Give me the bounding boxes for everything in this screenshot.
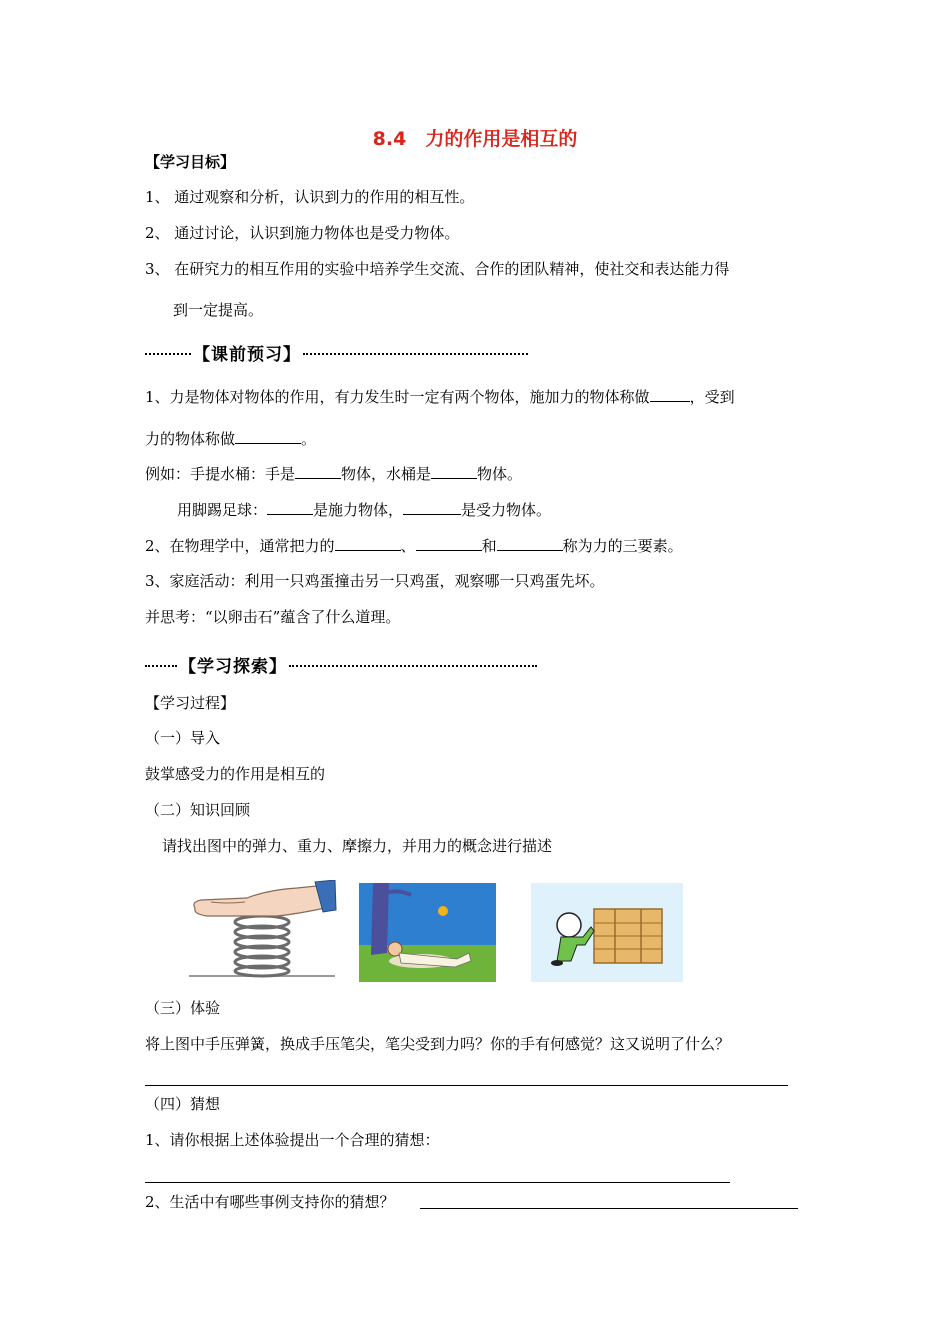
answer-line[interactable] bbox=[145, 1085, 788, 1086]
answer-blank[interactable] bbox=[431, 463, 477, 479]
preview-q3-think: 并思考：“以卵击石”蕴含了什么道理。 bbox=[145, 608, 401, 626]
section-review-text: 请找出图中的弹力、重力、摩擦力，并用力的概念进行描述 bbox=[162, 837, 553, 855]
answer-line[interactable] bbox=[420, 1208, 798, 1209]
section-intro-text: 鼓掌感受力的作用是相互的 bbox=[145, 765, 326, 783]
answer-blank[interactable] bbox=[416, 535, 482, 551]
push-crate-illustration bbox=[531, 883, 683, 982]
answer-blank[interactable] bbox=[335, 535, 401, 551]
preview-example-1: 例如：手提水桶：手是 物体，水桶是 物体。 bbox=[145, 465, 523, 483]
hand-spring-illustration bbox=[187, 880, 337, 980]
answer-blank[interactable] bbox=[295, 463, 341, 479]
objective-item-continued: 到一定提高。 bbox=[173, 301, 264, 319]
objective-item: 1、 通过观察和分析，认识到力的作用的相互性。 bbox=[145, 188, 475, 206]
guess-question-1: 1、请你根据上述体验提出一个合理的猜想： bbox=[145, 1131, 440, 1149]
objective-item: 2、 通过讨论，认识到施力物体也是受力物体。 bbox=[145, 224, 460, 242]
section-review: （二）知识回顾 bbox=[145, 801, 251, 819]
answer-line[interactable] bbox=[145, 1182, 730, 1183]
answer-blank[interactable] bbox=[650, 386, 690, 402]
preview-banner bbox=[145, 339, 528, 365]
objectives-heading: 【学习目标】 bbox=[145, 153, 236, 171]
process-heading: 【学习过程】 bbox=[145, 694, 236, 712]
explore-banner-label: 【学习探索】 bbox=[179, 656, 287, 677]
banner-dots-left bbox=[145, 665, 177, 667]
explore-banner bbox=[145, 651, 537, 677]
answer-blank[interactable] bbox=[497, 535, 563, 551]
preview-q1-cont: 力的物体称做 。 bbox=[145, 430, 317, 448]
answer-blank[interactable] bbox=[235, 428, 301, 444]
apple-tree-illustration bbox=[359, 883, 496, 982]
preview-q2: 2、在物理学中，通常把力的 、 和 称为力的三要素。 bbox=[145, 537, 683, 555]
section-guess: （四）猜想 bbox=[145, 1095, 221, 1113]
page-title: 8.4 力的作用是相互的 bbox=[372, 128, 578, 150]
section-intro: （一）导入 bbox=[145, 729, 221, 747]
banner-dots-right bbox=[289, 665, 537, 667]
section-experience-text: 将上图中手压弹簧，换成手压笔尖，笔尖受到力吗？你的手有何感觉？这又说明了什么？ bbox=[145, 1035, 731, 1053]
banner-dots-right bbox=[303, 353, 528, 355]
preview-example-2: 用脚踢足球： 是施力物体， 是受力物体。 bbox=[177, 501, 552, 519]
objective-item: 3、 在研究力的相互作用的实验中培养学生交流、合作的团队精神，使社交和表达能力得 bbox=[145, 260, 730, 278]
preview-q1: 1、力是物体对物体的作用，有力发生时一定有两个物体，施加力的物体称做 ，受到 bbox=[145, 388, 735, 406]
preview-banner-label: 【课前预习】 bbox=[193, 344, 301, 365]
answer-blank[interactable] bbox=[403, 499, 461, 515]
guess-question-2: 2、生活中有哪些事例支持你的猜想？ bbox=[145, 1193, 395, 1211]
banner-dots-left bbox=[145, 353, 191, 355]
preview-q3: 3、家庭活动：利用一只鸡蛋撞击另一只鸡蛋，观察哪一只鸡蛋先坏。 bbox=[145, 572, 605, 590]
section-experience: （三）体验 bbox=[145, 999, 221, 1017]
answer-blank[interactable] bbox=[267, 499, 313, 515]
